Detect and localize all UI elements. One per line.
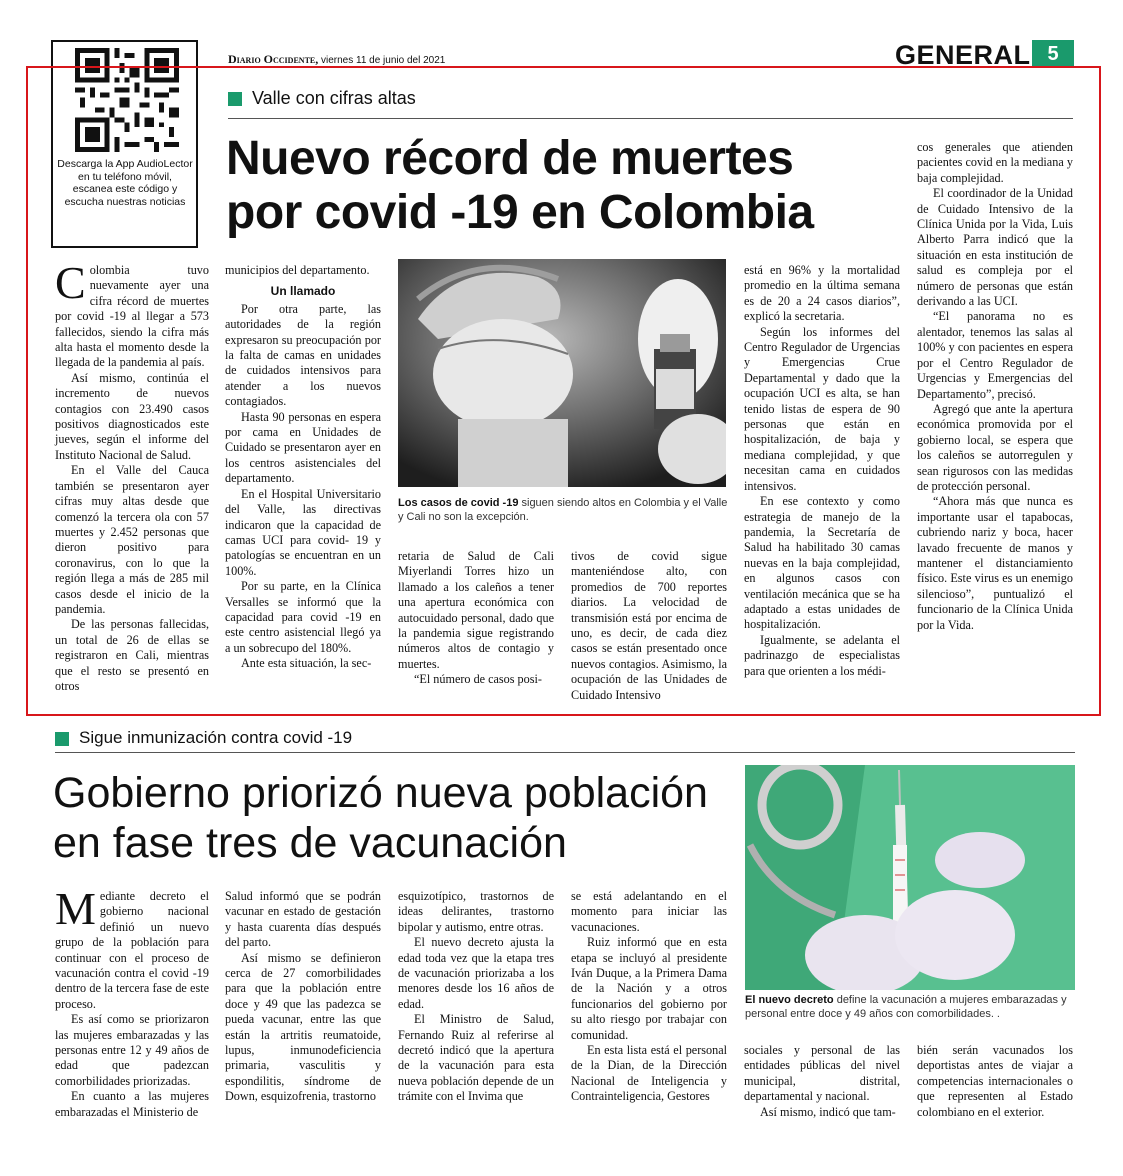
paragraph: tivos de covid sigue manteniéndose alto, con promedios de 700 reportes diarios. La velocidad de transmisión está por encima de uno, es decir, de cada diez casos se están presentado once nuevos contagios. Asimismo, la ocupación de las Unidades de Cuidado Intensivo	[571, 549, 727, 702]
paragraph: “El panorama no es alentador, tenemos las salas al 100% y con pacientes en espera por el Centro Regulador de Urgencias y Emergencias del Departamento”, precisó.	[917, 309, 1073, 401]
paragraph: retaria de Salud de Cali Miyerlandi Torres hizo un llamado a los caleños a tener una apertura económica con autocuidado personal, dado que la pandemia sigue registrando números altos de contagio y muertes.	[398, 549, 554, 671]
paragraph: “Ahora más que nunca es importante usar el tapabocas, cubriendo nariz y boca, hacer lavado frecuente de manos y mantener el distanciamiento físico. Este virus es un enemigo silencioso”, puntualizó el funcionario de la Clínica Unida por la Vida.	[917, 494, 1073, 632]
paragraph: cos generales que atienden pacientes covid en la mediana y baja complejidad.	[917, 140, 1073, 185]
article2-col4	[571, 889, 727, 1129]
article2-col2	[225, 889, 381, 1129]
paragraph: De las personas fallecidas, un total de 26 de ellas se registraron en Cali, mientras que el resto se presentó en otros	[55, 617, 209, 693]
paragraph: Agregó que ante la apertura económica promovida por el gobierno local, se espera que los caleños se autorregulen y sean rigurosos con las medidas de protección personal.	[917, 401, 1073, 493]
paragraph: Así mismo, indicó que tam-	[760, 1104, 896, 1119]
article1-photo	[398, 259, 726, 487]
article1-kicker-text: Valle con cifras altas	[252, 88, 416, 108]
paragraph: El nuevo decreto ajusta la edad toda vez que la etapa tres de vacunación priorizaba a los menores desde los 16 años de edad.	[398, 935, 554, 1011]
headline-line-2: por covid -19 en Colombia	[226, 186, 814, 239]
caption-rest: define la vacunación a mujeres embarazadas y personal entre doce y 49 años con comorbilidades. .	[745, 994, 1067, 1020]
paragraph: olombia tuvo nuevamente ayer una cifra récord de muertes por covid -19 al llegar a 573 fallecidos, siendo la cifra más alta hasta el momento desde la llegada de la pandemia al país.	[55, 263, 209, 370]
paragraph: El Ministro de Salud, Fernando Ruiz al referirse al decretó indicó que la apertura de la vacunación para esta nueva población depende de un trámite con el Invima que	[398, 1012, 554, 1104]
masthead: Diario Occidente,	[228, 52, 319, 66]
paragraph: Salud informó que se podrán vacunar en estado de gestación y hasta cuarenta días después del parto.	[225, 889, 381, 950]
headline-line-1: Nuevo récord de muertes	[226, 132, 794, 185]
article2-photo	[745, 765, 1075, 990]
caption-rest: siguen siendo altos en Colombia y el Valle y Cali no son la excepción.	[398, 497, 728, 523]
caption-bold: Los casos de covid -19	[398, 497, 519, 509]
article1-col5	[744, 263, 900, 703]
paragraph: Ruiz informó que en esta etapa se incluyó al presidente Iván Duque, a la Primera Dama de la Nación y a otros funcionarios del gobierno por su alto riesgo por trabajar con comunidad.	[571, 935, 727, 1042]
paragraph: Por otra parte, las autoridades de la región expresaron su preocupación por la falta de camas en unidades de cuidados intensivos para atender a los nuevos contagiados.	[225, 301, 381, 409]
article1-col6	[917, 140, 1073, 706]
headline-line-1: Gobierno priorizó nueva población	[53, 769, 708, 817]
paragraph: Por su parte, en la Clínica Versalles se informó que la capacidad para covid -19 en este centro asistencial llegó ya a un sobrecupo del 180%.	[225, 579, 381, 655]
article2-col1	[55, 883, 209, 1129]
qr-promo-text: Descarga la App AudioLector en tu teléfono móvil, escanea este código y escucha nuestras noticias	[57, 158, 193, 208]
article2-kicker	[55, 728, 352, 748]
article1-caption	[398, 496, 728, 524]
paragraph: En cuanto a las mujeres embarazadas el Ministerio de	[55, 1089, 209, 1119]
paragraph: Hasta 90 personas en espera por cama en Unidades de Cuidado se presentaron ayer en los centros asistenciales del departamento.	[225, 409, 381, 486]
paragraph: Igualmente, se adelanta el padrinazgo de especialistas para que orienten a los médi-	[744, 632, 900, 678]
green-square-icon	[228, 92, 242, 106]
article2-col3	[398, 889, 554, 1129]
paragraph: se está adelantando en el momento para iniciar las vacunaciones.	[571, 889, 727, 934]
paragraph: En el Valle del Cauca también se presentaron ayer cifras muy altas desde que comenzó la tercera ola con 57 muertes y 2.452 personas que dieron positivo para coronavirus, con lo que la región llega a más de 285 mil casos desde el inicio de la pandemia.	[55, 463, 209, 616]
dropcap: C	[55, 257, 86, 308]
kicker-rule	[55, 752, 1075, 753]
article1-col2	[225, 263, 381, 703]
paragraph: esquizotípico, trastornos de ideas delirantes, trastorno bipolar y autismo, entre otras.	[398, 889, 554, 934]
headline-line-2: en fase tres de vacunación	[53, 819, 567, 867]
subhead: Un llamado	[270, 284, 336, 299]
dateline	[228, 52, 445, 67]
paragraph: En ese contexto y como estrategia de manejo de la pandemia, la Secretaría de Salud ha habilitado 30 camas nuevas en la baja complejidad, en algunos casos con ventilación mecánica que se ha adaptado a estas unidades de hospitalización.	[744, 494, 900, 632]
paragraph: ediante decreto el gobierno nacional definió un nuevo grupo de la población para continuar con el proceso de vacunación contra el covid -19 dentro de la tercera fase de este proceso.	[55, 889, 209, 1011]
paragraph: sociales y personal de las entidades públicas del nivel municipal, distrital, departamental y nacional.	[744, 1043, 900, 1104]
paragraph: Es así como se priorizaron las mujeres embarazadas y las personas entre 12 y 49 años de edad que padezcan comorbilidades priorizadas.	[55, 1012, 209, 1088]
paragraph: Así mismo, continúa el incremento de nuevos contagios con 23.490 casos positivos diagnosticados este jueves, según el informe del Instituto Nacional de Salud.	[55, 370, 209, 462]
article1-kicker	[228, 88, 416, 109]
paragraph: Así mismo se definieron cerca de 27 comorbilidades para que la población entre doce y 49 que las padezca se pueda vacunar, entre las que están la artritis reumatoide, lupus, inmunodeficiencia primaria, vasculitis y espondilitis, síndrome de Down, esquizofrenia, trastorno	[225, 950, 381, 1104]
paragraph: bién serán vacunados los deportistas antes de viajar a competencias internacionales o que representen al Estado colombiano en el exterior.	[917, 1043, 1073, 1119]
article2-col5	[744, 1043, 900, 1133]
paragraph: Ante esta situación, la sec-	[241, 656, 372, 671]
green-square-icon	[55, 732, 69, 746]
dropcap: M	[55, 883, 96, 934]
caption-bold: El nuevo decreto	[745, 994, 834, 1006]
article1-col3	[398, 549, 554, 709]
issue-date: viernes 11 de junio del 2021	[320, 55, 446, 66]
paragraph: está en 96% y la mortalidad promedio en la última semana es de 20 a 24 casos diarios”, explicó la secretaria.	[744, 263, 900, 324]
page-number: 5	[1032, 40, 1074, 68]
paragraph: El coordinador de la Unidad de Cuidado Intensivo de la Clínica Unida por la Vida, Luis Alberto Parra indicó que la situación en esta institución de salud es compleja por el número de personas que están derivando a las UCI.	[917, 186, 1073, 309]
article2-headline	[53, 768, 708, 868]
article2-kicker-text: Sigue inmunización contra covid -19	[79, 728, 353, 747]
paragraph: Según los informes del Centro Regulador de Urgencias y Emergencias Crue Departamental y dado que la ocupación UCI es alta, se han tenido listas de espera de 90 personas que están en hospitalización, de baja y mediana complejidad, y que necesitan cama en cuidados intensivos.	[744, 324, 900, 493]
article1-col4	[571, 549, 727, 709]
paragraph: “El número de casos posi-	[414, 672, 542, 687]
article2-caption	[745, 993, 1077, 1021]
paragraph: municipios del departamento.	[225, 263, 370, 277]
article1-col1	[55, 257, 209, 703]
section-title: GENERAL	[895, 40, 1031, 70]
article2-col6	[917, 1043, 1073, 1133]
paragraph: En esta lista está el personal de la Dian, de la Dirección Nacional de Inteligencia y Contrainteligencia, Gestores	[571, 1043, 727, 1104]
paragraph: En el Hospital Universitario del Valle, las directivas indicaron que la capacidad de camas UCI para covid- 19 y patologías se encuentran en un 100%.	[225, 486, 381, 578]
kicker-rule	[228, 118, 1073, 119]
article1-headline	[226, 132, 814, 240]
